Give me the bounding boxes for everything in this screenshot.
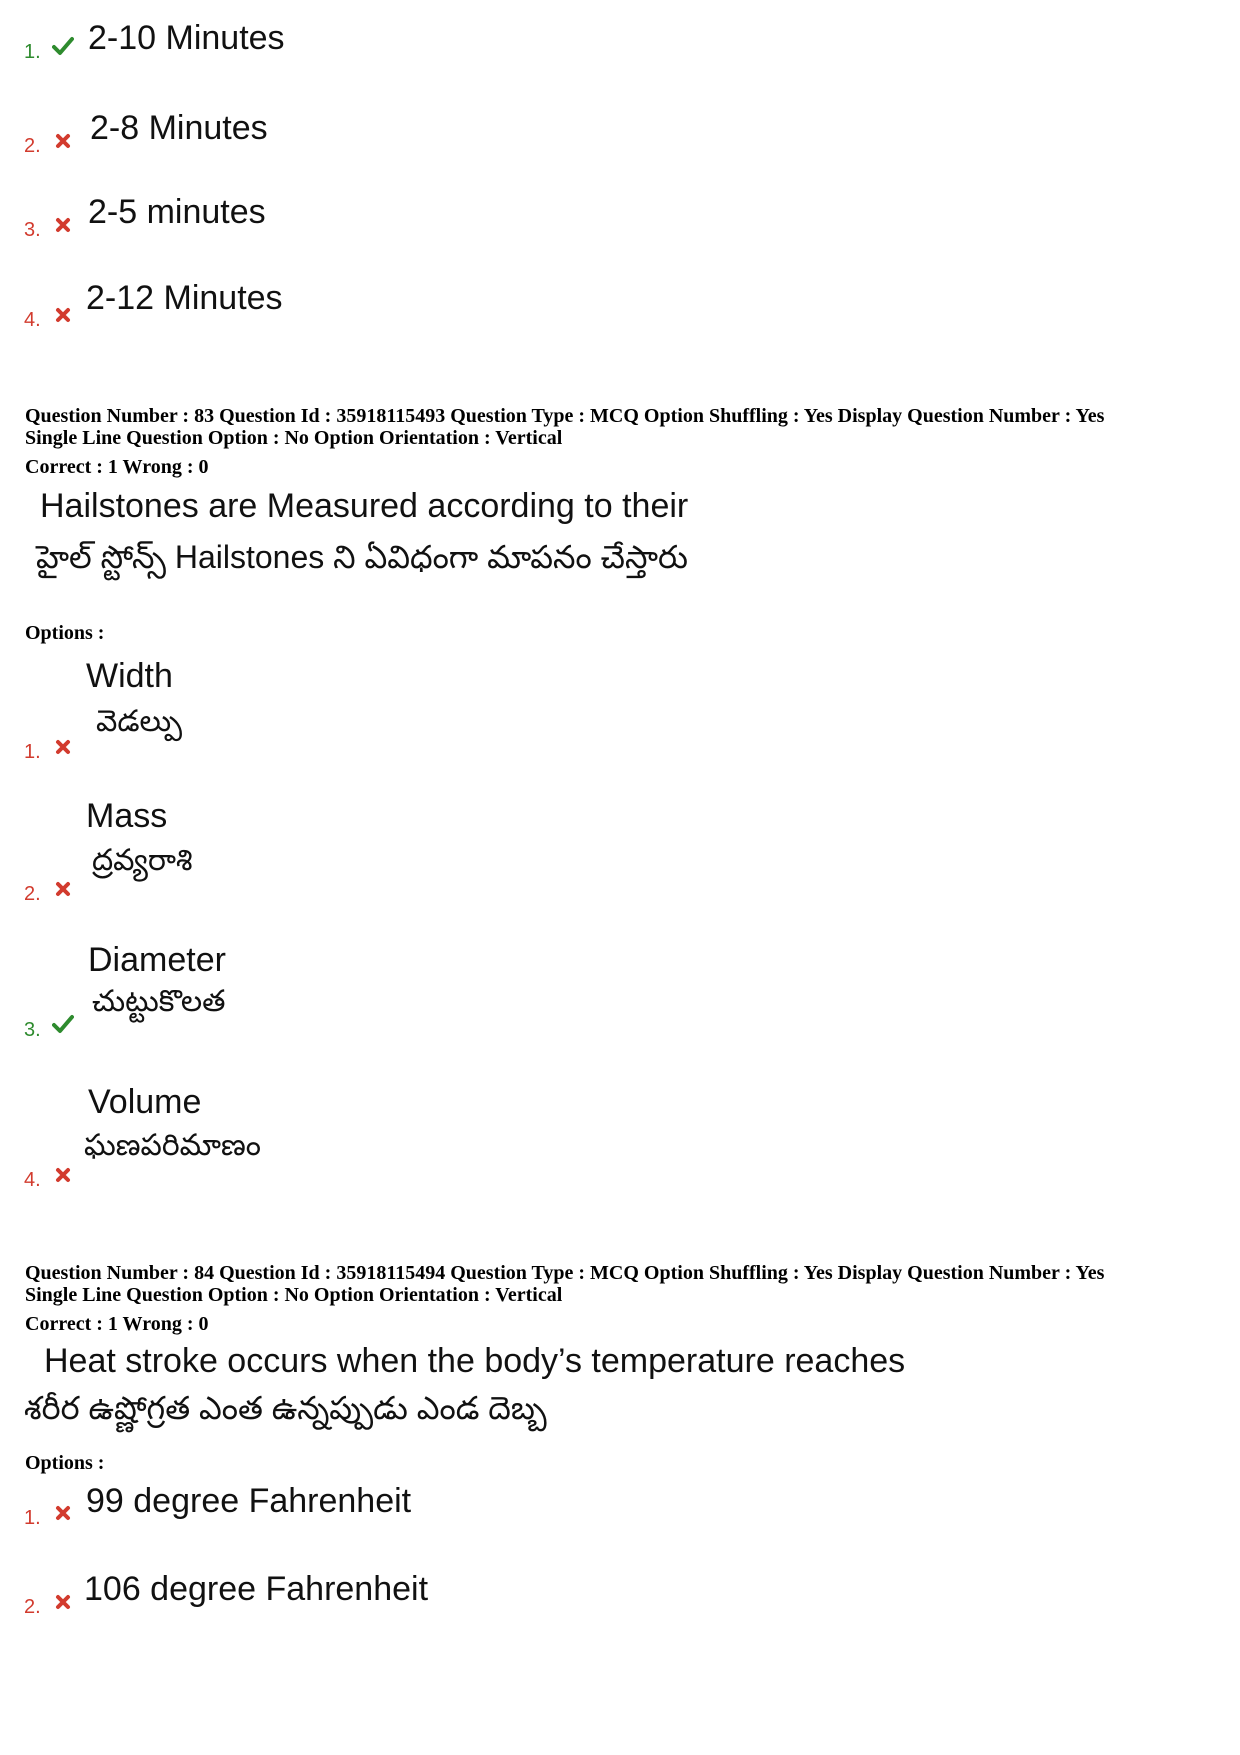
question-meta-line-1: Question Number : 84 Question Id : 35918115494 Question Type : MCQ Option Shuffling : Yes Display Question Number : Yes bbox=[25, 1262, 1105, 1284]
cross-icon bbox=[55, 307, 77, 327]
option-number: 3. bbox=[24, 219, 41, 241]
option-subtext: చుట్టుకొలత bbox=[92, 985, 226, 1018]
score-line: Correct : 1 Wrong : 0 bbox=[25, 1313, 209, 1335]
option-number: 2. bbox=[24, 135, 41, 157]
score-line: Correct : 1 Wrong : 0 bbox=[25, 456, 209, 478]
question-text-english: Heat stroke occurs when the body’s temperature reaches bbox=[44, 1342, 906, 1380]
option-number: 4. bbox=[24, 1169, 41, 1191]
question-meta-line-1: Question Number : 83 Question Id : 35918115493 Question Type : MCQ Option Shuffling : Yes Display Question Number : Yes bbox=[25, 405, 1105, 427]
option-text: Width bbox=[86, 657, 173, 695]
question-meta-line-2: Single Line Question Option : No Option Orientation : Vertical bbox=[25, 1284, 563, 1306]
cross-icon bbox=[55, 1505, 77, 1525]
option-number: 1. bbox=[24, 1507, 41, 1529]
option-number: 4. bbox=[24, 309, 41, 331]
cross-icon bbox=[55, 1594, 77, 1614]
option-text: Volume bbox=[88, 1083, 202, 1121]
options-label: Options : bbox=[25, 622, 105, 644]
option-text: Diameter bbox=[88, 941, 226, 979]
option-number: 2. bbox=[24, 883, 41, 905]
option-text: 106 degree Fahrenheit bbox=[84, 1570, 429, 1608]
option-text: 2-8 Minutes bbox=[90, 109, 268, 147]
option-number: 3. bbox=[24, 1019, 41, 1041]
option-subtext: ద్రవ్యరాశి bbox=[92, 844, 193, 877]
option-text: 2-5 minutes bbox=[88, 193, 266, 231]
option-subtext: వెడల్పు bbox=[96, 705, 183, 738]
question-text-english: Hailstones are Measured according to their bbox=[40, 487, 689, 525]
check-icon bbox=[52, 1014, 74, 1034]
question-meta-line-2: Single Line Question Option : No Option Orientation : Vertical bbox=[25, 427, 563, 449]
option-number: 1. bbox=[24, 741, 41, 763]
option-number: 2. bbox=[24, 1596, 41, 1618]
option-text: Mass bbox=[86, 797, 168, 835]
question-text-telugu: హైల్ స్టోన్స్ Hailstones ని ఏవిధంగా మాపనం చేస్తారు bbox=[36, 539, 688, 575]
option-text: 99 degree Fahrenheit bbox=[86, 1482, 412, 1520]
cross-icon bbox=[55, 739, 77, 759]
cross-icon bbox=[55, 217, 77, 237]
option-text: 2-12 Minutes bbox=[86, 279, 283, 317]
check-icon bbox=[52, 36, 74, 56]
options-label: Options : bbox=[25, 1452, 105, 1474]
cross-icon bbox=[55, 133, 77, 153]
cross-icon bbox=[55, 881, 77, 901]
option-text: 2-10 Minutes bbox=[88, 19, 285, 57]
question-text-telugu: శరీర ఉష్ణోగ్రత ఎంత ఉన్నప్పుడు ఎండ దెబ్బ bbox=[24, 1390, 547, 1426]
cross-icon bbox=[55, 1167, 77, 1187]
option-subtext: ఘణపరిమాణం bbox=[84, 1129, 261, 1162]
option-number: 1. bbox=[24, 41, 41, 63]
